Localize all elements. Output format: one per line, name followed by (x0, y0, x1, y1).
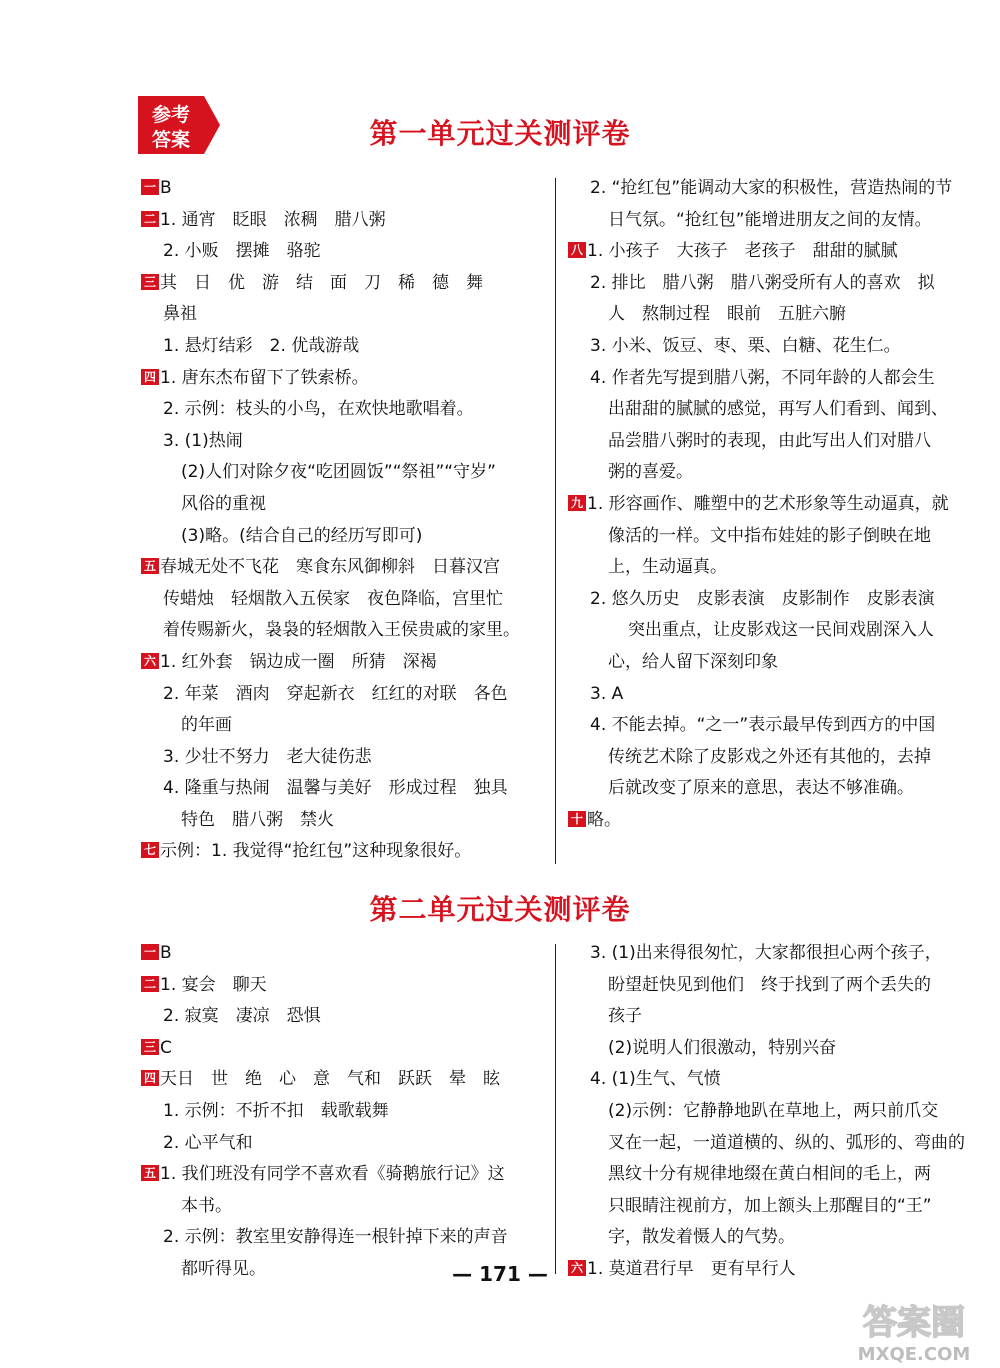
question-number-badge: 一 (141, 944, 159, 960)
answer-text: 1. 红外套 锅边成一圈 所猜 深褐 (160, 651, 437, 672)
answer-text: 天日 世 绝 心 意 气和 跃跃 晕 眩 (160, 1069, 500, 1090)
question-number-badge: 一 (141, 179, 159, 195)
answer-text: 示例：1. 我觉得“抢红包”这种现象很好。 (160, 841, 472, 862)
answer-line (568, 457, 988, 489)
answer-line (141, 805, 551, 837)
answer-text: 的年画 (181, 715, 232, 736)
answer-line (568, 1191, 988, 1223)
watermark-logo (834, 1296, 994, 1366)
answer-line (568, 584, 988, 616)
answer-text: 4. 隆重与热闹 温馨与美好 形成过程 独具 (163, 778, 508, 799)
answer-line (141, 1096, 551, 1128)
answer-text: 日气氛。“抢红包”能增进朋友之间的友情。 (608, 209, 932, 230)
answer-line (141, 299, 551, 331)
answer-text: 都听得见。 (181, 1258, 266, 1279)
answer-text: 3. (1)热闹 (163, 430, 243, 451)
column-divider (555, 944, 556, 1274)
answer-line (568, 615, 988, 647)
answer-line (141, 331, 551, 363)
question-number-badge: 八 (568, 242, 586, 258)
answer-line (141, 615, 551, 647)
answer-text: 1. 示例：不折不扣 载歌载舞 (163, 1100, 389, 1121)
answer-line (568, 938, 988, 970)
answer-line (141, 489, 551, 521)
answer-line (568, 331, 988, 363)
answer-text: B (160, 178, 172, 198)
answer-text: 着传赐新火，袅袅的轻烟散入王侯贵戚的家里。 (163, 620, 520, 641)
answer-line (141, 970, 551, 1002)
question-number-badge: 六 (141, 653, 159, 669)
answer-text: 孩子 (608, 1006, 642, 1027)
answer-line (141, 1222, 551, 1254)
answer-line (568, 173, 988, 205)
answer-line (568, 394, 988, 426)
answer-line (141, 521, 551, 553)
answer-line (141, 1064, 551, 1096)
answer-text: 盼望赶快见到他们 终于找到了两个丢失的 (608, 974, 931, 995)
answer-text: 后就改变了原来的意思，表达不够准确。 (608, 778, 914, 799)
answer-text: 2. 示例：枝头的小鸟，在欢快地歌唱着。 (163, 399, 474, 420)
answer-text: 传蜡烛 轻烟散入五侯家 夜色降临，宫里忙 (163, 588, 503, 609)
answer-text: B (160, 943, 172, 963)
answer-text: 字，散发着慑人的气势。 (608, 1227, 795, 1248)
answer-line (568, 679, 988, 711)
answer-text: (2)人们对除夕夜“吃团圆饭”“祭祖”“守岁” (181, 462, 496, 483)
question-number-badge: 七 (141, 842, 159, 858)
answer-text: 1. 宴会 聊天 (160, 974, 267, 995)
answer-line (568, 1128, 988, 1160)
answer-text: 春城无处不飞花 寒食东风御柳斜 日暮汉宫 (160, 557, 500, 578)
answer-line (141, 1128, 551, 1160)
watermark-url: MXQE.COM (857, 1344, 971, 1365)
answer-line (141, 773, 551, 805)
answer-line (141, 457, 551, 489)
answer-text: 1. 悬灯结彩 2. 优哉游哉 (163, 335, 360, 356)
answer-line (141, 1159, 551, 1191)
answer-text: 1. 通宵 眨眼 浓稠 腊八粥 (160, 209, 386, 230)
watermark-text: 答案圈 (863, 1303, 965, 1343)
question-number-badge: 四 (141, 369, 159, 385)
unit-1-right-column (568, 173, 988, 836)
answer-line (568, 268, 988, 300)
answer-line (141, 1001, 551, 1033)
page-number: — 171 — (452, 1262, 548, 1286)
answer-line (568, 552, 988, 584)
answer-line (568, 363, 988, 395)
answer-line (568, 1033, 988, 1065)
question-number-badge: 三 (141, 274, 159, 290)
answer-line (568, 1222, 988, 1254)
answer-line (568, 205, 988, 237)
answer-text: (3)略。(结合自己的经历写即可) (181, 525, 423, 546)
answer-line (568, 647, 988, 679)
answer-text: 4. (1)生气、气愤 (590, 1069, 721, 1090)
logo-line-2: 答案 (151, 129, 191, 151)
answer-text: 本书。 (181, 1195, 232, 1216)
answer-line (141, 1033, 551, 1065)
answer-line (141, 236, 551, 268)
answer-line (568, 299, 988, 331)
answer-line (141, 647, 551, 679)
logo-line-1: 参考 (151, 104, 191, 126)
answer-line (141, 710, 551, 742)
answer-line (141, 836, 551, 868)
answer-text: 略。 (587, 809, 621, 830)
answer-line (568, 773, 988, 805)
answer-text: 传统艺术除了皮影戏之外还有其他的，去掉 (608, 746, 931, 767)
question-number-badge: 六 (568, 1260, 586, 1276)
answer-text: 像活的一样。文中指布娃娃的影子倒映在地 (608, 525, 931, 546)
answer-line (568, 1159, 988, 1191)
answer-line (141, 938, 551, 970)
answer-text: 出甜甜的腻腻的感觉，再写人们看到、闻到、 (608, 399, 948, 420)
answer-line (568, 426, 988, 458)
answer-text: 2. 悠久历史 皮影表演 皮影制作 皮影表演 (590, 588, 935, 609)
answer-line (568, 710, 988, 742)
unit-1-left-column (141, 173, 551, 868)
answer-text: 粥的喜爱。 (608, 462, 693, 483)
question-number-badge: 四 (141, 1070, 159, 1086)
answer-line (141, 742, 551, 774)
answer-line (568, 805, 988, 837)
answer-text: 其 日 优 游 结 面 刀 稀 德 舞 (160, 272, 483, 293)
answer-line (568, 970, 988, 1002)
question-number-badge: 二 (141, 211, 159, 227)
question-number-badge: 三 (141, 1039, 159, 1055)
answer-text: 3. A (590, 683, 624, 704)
answer-text: 3. 少壮不努力 老大徒伤悲 (163, 746, 372, 767)
answer-line (141, 679, 551, 711)
answer-line (568, 489, 988, 521)
answer-line (141, 205, 551, 237)
answer-text: 2. 小贩 摆摊 骆驼 (163, 241, 321, 262)
answer-text: 突出重点，让皮影戏这一民间戏剧深入人 (628, 620, 934, 641)
answer-text: 人 熬制过程 眼前 五脏六腑 (608, 304, 846, 325)
answer-text: 风俗的重视 (181, 493, 266, 514)
answer-text: C (160, 1037, 172, 1058)
answer-text: 2. “抢红包”能调动大家的积极性，营造热闹的节 (590, 178, 953, 198)
answer-line (141, 363, 551, 395)
answer-line (568, 236, 988, 268)
answer-text: 2. 寂寞 凄凉 恐惧 (163, 1006, 321, 1027)
answer-text: (2)说明人们很激动，特别兴奋 (608, 1037, 837, 1058)
answer-line (141, 584, 551, 616)
answer-text: 4. 不能去掉。“之一”表示最早传到西方的中国 (590, 715, 936, 736)
answer-text: 3. 小米、饭豆、枣、栗、白糖、花生仁。 (590, 335, 901, 356)
unit-1-title: 第一单元过关测评卷 (369, 117, 631, 150)
answer-text: 2. 排比 腊八粥 腊八粥受所有人的喜欢 拟 (590, 272, 935, 293)
answer-text: 2. 心平气和 (163, 1132, 253, 1153)
answer-line (568, 1001, 988, 1033)
answer-text: 鼻祖 (163, 304, 197, 325)
answer-line (141, 426, 551, 458)
answer-line (141, 268, 551, 300)
answer-line (568, 1064, 988, 1096)
question-number-badge: 五 (141, 1165, 159, 1181)
answer-line (568, 521, 988, 553)
question-number-badge: 二 (141, 976, 159, 992)
answer-text: (2)示例：它静静地趴在草地上，两只前爪交 (608, 1100, 939, 1121)
question-number-badge: 五 (141, 558, 159, 574)
answer-line (141, 173, 551, 205)
answer-text: 上，生动逼真。 (608, 557, 727, 578)
answer-line (568, 1096, 988, 1128)
unit-2-title: 第二单元过关测评卷 (369, 893, 631, 926)
answer-text: 黑纹十分有规律地缀在黄白相间的毛上，两 (608, 1164, 931, 1185)
answer-line (141, 394, 551, 426)
answer-text: 1. 小孩子 大孩子 老孩子 甜甜的腻腻 (587, 241, 898, 262)
answer-text: 1. 形容画作、雕塑中的艺术形象等生动逼真，就 (587, 493, 949, 514)
answer-text: 2. 年菜 酒肉 穿起新衣 红红的对联 各色 (163, 683, 508, 704)
answer-line (141, 552, 551, 584)
answer-text: 1. 我们班没有同学不喜欢看《骑鹅旅行记》这 (160, 1164, 505, 1185)
answer-text: 只眼睛注视前方，加上额头上那醒目的“王” (608, 1195, 932, 1216)
answer-text: 叉在一起，一道道横的、纵的、弧形的、弯曲的 (608, 1132, 965, 1153)
answer-line (568, 742, 988, 774)
question-number-badge: 十 (568, 811, 586, 827)
column-divider (555, 178, 556, 864)
answer-text: 4. 作者先写提到腊八粥，不同年龄的人都会生 (590, 367, 935, 388)
unit-2-right-column (568, 938, 988, 1286)
answer-text: 2. 示例：教室里安静得连一根针掉下来的声音 (163, 1227, 508, 1248)
answer-line (141, 1191, 551, 1223)
answer-text: 3. (1)出来得很匆忙，大家都很担心两个孩子， (590, 943, 942, 963)
question-number-badge: 九 (568, 495, 586, 511)
answer-text: 1. 唐东杰布留下了铁索桥。 (160, 367, 369, 388)
unit-2-left-column (141, 938, 551, 1286)
answer-text: 1. 莫道君行早 更有早行人 (587, 1258, 796, 1279)
answer-text: 心，给人留下深刻印象 (608, 651, 778, 672)
answer-text: 特色 腊八粥 禁火 (181, 809, 334, 830)
answer-text: 品尝腊八粥时的表现，由此写出人们对腊八 (608, 430, 931, 451)
